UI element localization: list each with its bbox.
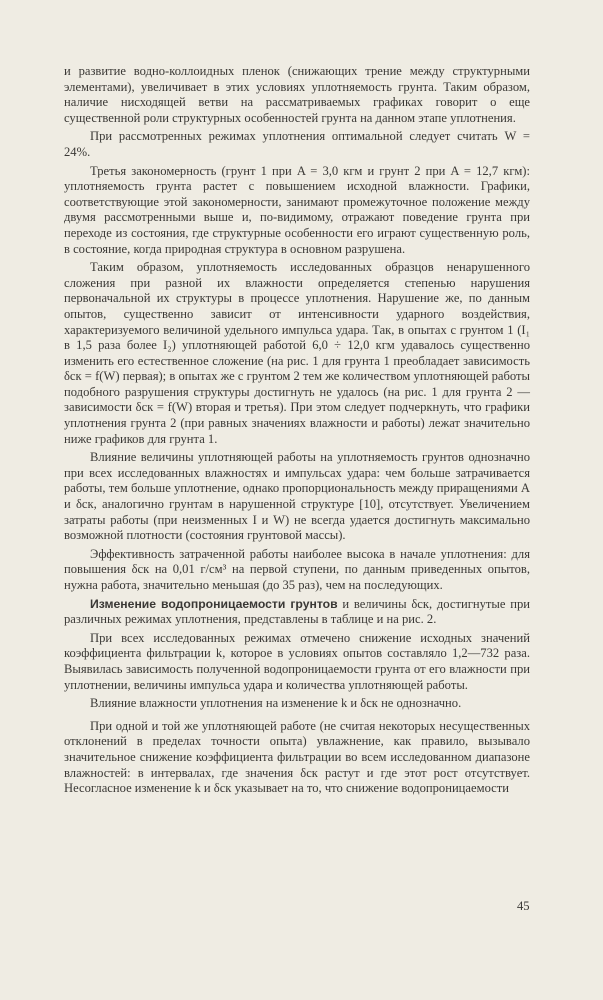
page-number: 45: [517, 899, 530, 913]
paragraph-6: Эффективность затраченной работы наиболее высока в начале уплотнения: для повышения δск на 0,01 г/см³ на первой ступени, по данным приведенных опытов, нужна работа, значительно меньшая (до 35 раз), чем на последующих.: [64, 546, 530, 592]
paragraph-4: Таким образом, уплотняемость исследованных образцов ненарушенного сложения при разной их влажности определяется степенью нарушения первоначальной их структуры в процессе уплотнения. Нарушение же, по данным опытов, существенно зависит от интенсивности ударного воздействия, характеризуемого величиной удельного импульса удара. Так, в опытах с грунтом 1 (I₁ в 1,5 раза более I₂) уплотняющей работой 6,0 ÷ 12,0 кгм удавалось существенно изменить его естественное сложение (на рис. 1 для грунта 1 преобладает зависимость δск = f(W) первая); в опытах же с грунтом 2 тем же количеством уплотняющей работы подобного разрушения структуры достигнуть не удалось (на рис. 1 для грунта 2 — зависимости δск = f(W) вторая и третья). При этом следует подчеркнуть, что графики уплотнения грунта 2 (при равных значениях влажности и работы) лежат значительно ниже графиков для грунта 1.: [64, 260, 530, 446]
paragraph-2: При рассмотренных режимах уплотнения оптимальной следует считать W = 24%.: [64, 129, 530, 159]
section-heading: Изменение водопроницаемости грунтов: [90, 596, 338, 611]
paragraph-8: При всех исследованных режимах отмечено снижение исходных значений коэффициента фильтрации k, которое в условиях опытов составляло 1,2—732 раза. Выявилась зависимость полученной водопроницаемости грунта от его влажности при уплотнении, величины импульса удара и количества уплотняющей работы.: [64, 630, 530, 692]
paragraph-10: При одной и той же уплотняющей работе (не считая некоторых несущественных отклонений в пределах точности опыта) увлажнение, как правило, вызывало значительное снижение коэффициента фильтрации во всем исследованном диапазоне влажностей: в интервалах, где значения δск растут и где этот рост отсутствует. Несогласное изменение k и δск указывает на то, что снижение водопроницаемости: [64, 718, 530, 796]
paragraph-7: [64, 597, 530, 628]
page-body: [64, 64, 530, 800]
paragraph-5: Влияние величины уплотняющей работы на уплотняемость грунтов однозначно при всех исследованных влажностях и импульсах удара: чем больше затрачивается работы, тем больше уплотнение, однако пропорциональность между приращениями A и δск, аналогично грунтам в нарушенной структуре [10], отсутствует. Увеличением затраты работы (при неизменных I и W) не всегда удается достигнуть максимально возможной плотности (состояния грунтовой массы).: [64, 450, 530, 543]
paragraph-3: Третья закономерность (грунт 1 при A = 3,0 кгм и грунт 2 при A = 12,7 кгм): уплотняемость грунта растет с повышением исходной влажности. Графики, соответствующие этой закономерности, занимают промежуточное положение между двумя рассмотренными выше и, по-видимому, отражают поведение грунта при переходе из состояния, где структурные особенности его играют существенную роль, в состояние, когда природная структура в основном разрушена.: [64, 163, 530, 256]
paragraph-7-text: и величины δск, достигнутые при различных режимах уплотнения, представлены в таблице и на рис. 2.: [64, 596, 530, 627]
paragraph-1: и развитие водно-коллоидных пленок (снижающих трение между структурными элементами), увеличивает в этих условиях уплотняемость грунта. Таким образом, наличие нисходящей ветви на рассматриваемых графиках говорит о еще существенной роли структурных особенностей грунта на данном этапе уплотнения.: [64, 64, 530, 125]
paragraph-9: Влияние влажности уплотнения на изменение k и δск не однозначно.: [90, 696, 462, 711]
